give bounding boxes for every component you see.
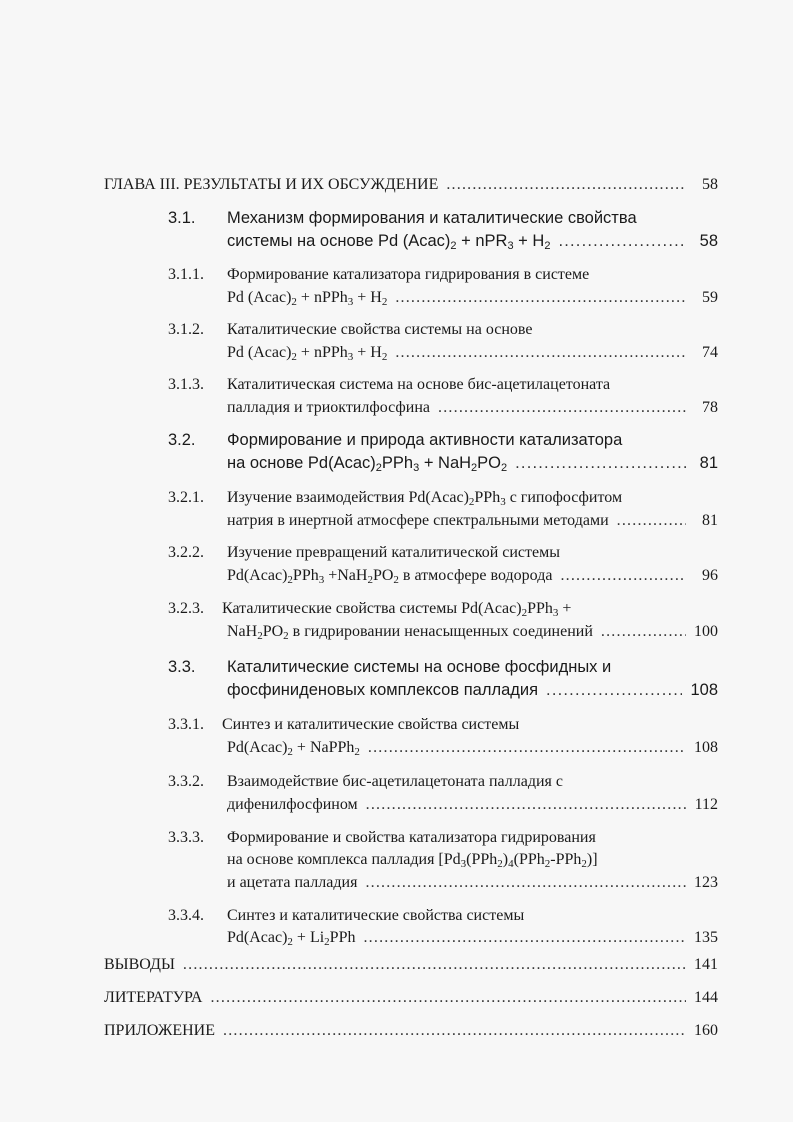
section-number: 3.3.4. <box>168 907 204 924</box>
page-number: 100 <box>694 623 718 640</box>
literature-title: ЛИТЕРАТУРА <box>104 989 203 1006</box>
page-number: 58 <box>699 232 718 250</box>
page-number: 59 <box>702 289 718 306</box>
section-number: 3.1.2. <box>168 321 204 338</box>
page-number: 123 <box>694 874 718 891</box>
section-title-line1: Взаимодействие бис-ацетилацетоната палладия с <box>227 773 563 790</box>
section-title-line2: Pd $(Acac)_2$ + nPPh$_3$ + $H_2$ <box>227 344 388 363</box>
page-number: 81 <box>702 512 718 529</box>
page-number: 160 <box>694 1022 718 1039</box>
dot-leader <box>438 399 686 417</box>
dot-leader <box>183 956 686 974</box>
toc-literature <box>104 989 718 1007</box>
section-title-line2: Pd $(Acac)_2$ + nPPh$_3$ + $H_2$ <box>227 289 388 308</box>
section-title-line2: фосфиниденовых комплексов палладия <box>227 681 539 699</box>
section-number: 3.2.1. <box>168 489 204 506</box>
toc-entry-3-3 <box>227 681 718 700</box>
section-title-line1: Механизм формирования и каталитические свойства <box>227 209 637 227</box>
section-title-line2: на основе $Pd(Acac)_2PPh_3 + NaH_2PO_2$ <box>227 454 508 474</box>
toc-entry-3-2 <box>227 454 718 473</box>
page-number: 74 <box>702 344 718 361</box>
section-title-line1: Изучение превращений каталитической системы <box>227 544 560 561</box>
dot-leader <box>558 232 686 251</box>
page-number: 108 <box>690 681 718 699</box>
page-number: 81 <box>699 454 718 472</box>
section-number: 3.3.3. <box>168 829 204 846</box>
chapter-title: ГЛАВА III. РЕЗУЛЬТАТЫ И ИХ ОБСУЖДЕНИЕ <box>104 176 439 193</box>
dot-leader <box>366 796 686 814</box>
section-title-line2: системы на основе Pd $(Acac)_2 + nPR_3 + H_2$ <box>227 232 551 252</box>
dot-leader <box>223 1022 686 1040</box>
section-title-line2: дифенилфосфином <box>227 796 358 813</box>
section-number: 3.3.2. <box>168 773 204 790</box>
dot-leader <box>446 176 686 194</box>
appendix-title: ПРИЛОЖЕНИЕ <box>104 1022 216 1039</box>
section-title-line2: $Pd(Acac)_2$ + NaPPh$_2$ <box>227 739 360 758</box>
toc-entry-3-3-2 <box>227 796 718 814</box>
section-number: 3.2.3. <box>168 600 204 617</box>
toc-entry-3-3-3 <box>227 874 718 892</box>
section-title-line1: Каталитические свойства системы $Pd(Acac)_2PPh_3$ + <box>222 600 572 619</box>
section-title-line2: палладия и триоктилфосфина <box>227 399 431 416</box>
dot-leader <box>365 874 686 892</box>
dot-leader <box>546 681 682 700</box>
section-title-line1: Формирование катализатора гидрирования в системе <box>227 266 590 283</box>
toc-entry-3-1-1 <box>227 289 718 307</box>
section-title-line1: Изучение взаимодействия $Pd(Acac)_2PPh_3$ с гипофосфитом <box>227 489 623 508</box>
page-number: 141 <box>694 956 718 973</box>
dot-leader <box>368 739 686 757</box>
section-title-line3: и ацетата палладия <box>227 874 358 891</box>
section-title-line2: натрия в инертной атмосфере спектральными методами <box>227 512 609 529</box>
page-number: 108 <box>694 739 718 756</box>
toc-entry-3-3-4 <box>227 929 718 947</box>
toc-entry-3-2-1 <box>227 512 718 530</box>
dot-leader <box>363 929 686 947</box>
page-number: 96 <box>702 567 718 584</box>
section-number: 3.1.3. <box>168 376 204 393</box>
page-number: 78 <box>702 399 718 416</box>
section-title-line1: Синтез и каталитические свойства системы <box>227 907 525 924</box>
dot-leader <box>601 623 686 641</box>
dot-leader <box>560 567 686 585</box>
section-title-line1: Каталитические системы на основе фосфидных и <box>227 658 612 676</box>
section-title-line2: $NaH_2PO_2$ в гидрировании ненасыщенных соединений <box>227 623 593 642</box>
section-title-line1: Синтез и каталитические свойства системы <box>222 716 520 733</box>
dot-leader <box>395 289 686 307</box>
toc-entry-3-1-2 <box>227 344 718 362</box>
page-number: 144 <box>694 989 718 1006</box>
section-number: 3.3. <box>168 658 196 676</box>
dot-leader <box>617 512 686 530</box>
dot-leader <box>395 344 686 362</box>
section-title-line2: на основе комплекса палладия $[Pd_3(PPh_2)_4(PPh_2-PPh_2)]$ <box>227 851 598 870</box>
toc-entry-3-2-2 <box>227 567 718 585</box>
toc-chapter <box>104 176 718 194</box>
toc-entry-3-1-3 <box>227 399 718 417</box>
toc-entry-3-2-3 <box>227 623 718 641</box>
toc-conclusions <box>104 956 718 974</box>
toc-appendix <box>104 1022 718 1040</box>
section-title-line1: Формирование и природа активности катализатора <box>227 431 623 449</box>
dot-leader <box>515 454 686 473</box>
toc-entry-3-3-1 <box>227 739 718 757</box>
dot-leader <box>210 989 686 1007</box>
page-number: 135 <box>694 929 718 946</box>
section-number: 3.1.1. <box>168 266 204 283</box>
section-number: 3.1. <box>168 209 196 227</box>
toc-entry-3-1 <box>227 232 718 251</box>
page-number: 112 <box>694 796 718 813</box>
conclusions-title: ВЫВОДЫ <box>104 956 175 973</box>
section-title-line1: Каталитическая система на основе бис-ацетилацетоната <box>227 376 611 393</box>
page-number: 58 <box>702 176 718 193</box>
section-number: 3.2. <box>168 431 196 449</box>
section-title-line1: Каталитические свойства системы на основе <box>227 321 533 338</box>
section-title-line1: Формирование и свойства катализатора гидрирования <box>227 829 596 846</box>
section-title-line2: $Pd(Acac)_2PPh_3 +NaH_2PO_2$ в атмосфере водорода <box>227 567 553 586</box>
section-number: 3.3.1. <box>168 716 204 733</box>
section-number: 3.2.2. <box>168 544 204 561</box>
section-title-line2: $Pd(Acac)_2 + Li_2PPh$ <box>227 929 356 948</box>
